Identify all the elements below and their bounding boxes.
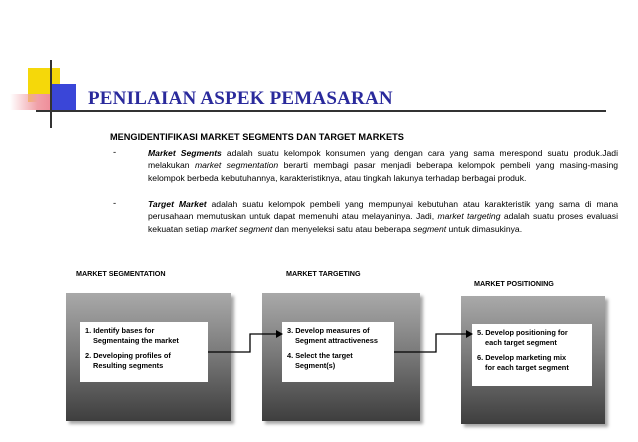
text: berarti membagi pasar menjadi beberapa kelompok pembeli yang masing-masing kelompok berbeda kebutuhannya, karakteristiknya, atau tingkah lakunya terhadap berbagai produk. xyxy=(148,160,619,183)
step-1-line1: 1. Identify bases for xyxy=(85,326,155,335)
step-6-line2: for each target segment xyxy=(485,363,569,372)
term-market-segment: market segment xyxy=(210,223,273,234)
text: adalah suatu proses evaluasi kekuatan setiap xyxy=(148,211,618,234)
bullet-paragraph-target-market xyxy=(148,198,618,235)
label-market-positioning: MARKET POSITIONING xyxy=(474,279,554,288)
slide-title: PENILAIAN ASPEK PEMASARAN xyxy=(88,88,393,109)
step-1 xyxy=(85,326,203,346)
step-5 xyxy=(477,328,587,348)
targeting-steps xyxy=(282,322,394,382)
bullet-paragraph-market-segments xyxy=(148,147,618,184)
text: dan menyeleksi satu atau beberapa xyxy=(272,223,414,234)
positioning-steps xyxy=(472,324,592,386)
decor-vertical-line xyxy=(50,60,52,128)
step-4-line1: 4. Select the target xyxy=(287,351,353,360)
step-4 xyxy=(287,351,389,371)
arrow-segmentation-to-targeting-icon xyxy=(208,328,284,358)
text: adalah suatu kelompok pembeli yang mempunyai kebutuhan atau karakteristik yang sama di mana perusahaan memutuskan untuk dapat memenuhi atau melayaninya. Jadi, xyxy=(148,199,619,222)
section-subtitle: MENGIDENTIFIKASI MARKET SEGMENTS DAN TARGET MARKETS xyxy=(110,132,404,142)
decor-horizontal-line xyxy=(36,110,606,112)
text: untuk dimasukinya. xyxy=(446,223,523,234)
step-2 xyxy=(85,351,203,371)
segmentation-steps xyxy=(80,322,208,382)
step-3 xyxy=(287,326,389,346)
step-2-line1: 2. Developing profiles of xyxy=(85,351,171,360)
bullet-dash-2: - xyxy=(113,198,117,209)
step-5-line1: 5. Develop positioning for xyxy=(477,328,568,337)
bullet-dash-1: - xyxy=(113,147,117,158)
step-3-line2: Segment attractiveness xyxy=(295,336,378,345)
term-segment: segment xyxy=(413,223,447,234)
term-market-segmentation: market segmentation xyxy=(194,160,279,171)
step-5-line2: each target segment xyxy=(485,338,557,347)
label-market-targeting: MARKET TARGETING xyxy=(286,269,361,278)
label-market-segmentation: MARKET SEGMENTATION xyxy=(76,269,166,278)
decor-blue-square xyxy=(52,84,76,112)
term-market-segments: Market Segments xyxy=(148,148,222,158)
step-1-line2: Segmentaing the market xyxy=(93,336,179,345)
step-3-line1: 3. Develop measures of xyxy=(287,326,370,335)
term-market-targeting: market targeting xyxy=(437,211,501,222)
text: adalah suatu kelompok konsumen yang dengan cara yang sama merespond suatu produk.Jadi melakukan xyxy=(148,148,618,171)
step-4-line2: Segment(s) xyxy=(295,361,336,370)
term-target-market: Target Market xyxy=(148,199,207,209)
step-6-line1: 6. Develop marketing mix xyxy=(477,353,567,362)
step-2-line2: Resulting segments xyxy=(93,361,164,370)
arrow-targeting-to-positioning-icon xyxy=(394,328,476,358)
step-6 xyxy=(477,353,587,373)
